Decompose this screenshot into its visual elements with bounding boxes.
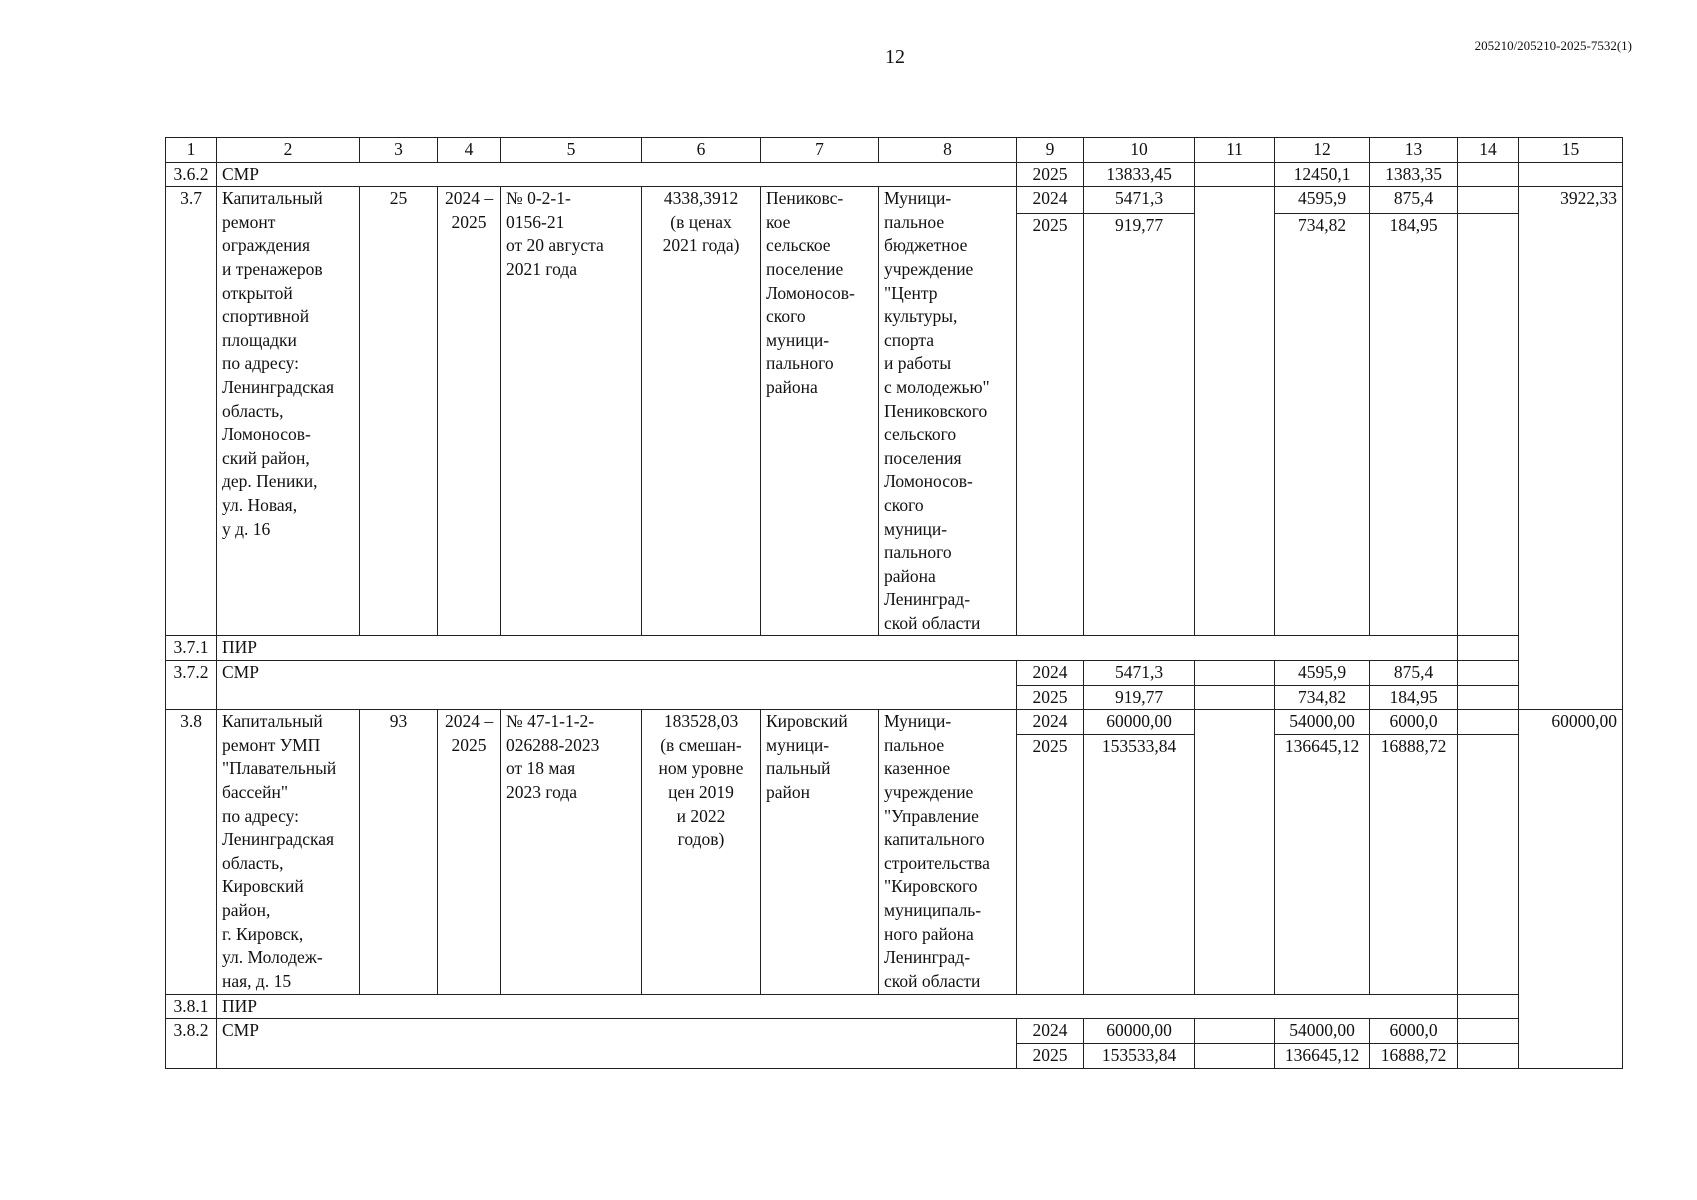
object-name: Капитальный ремонт ограждения и тренажеров открытой спортивной площадки по адресу: Ленинградская область, Ломоносов- ский район, дер. Пеники, ул. Новая, у д. 16 [217, 187, 360, 636]
local-budget-cell: 184,95 [1370, 214, 1458, 636]
row-label: ПИР [217, 994, 1458, 1019]
header-cell: 9 [1017, 138, 1084, 163]
row-number: 3.6.2 [166, 162, 217, 187]
header-cell: 1 [166, 138, 217, 163]
header-cell: 15 [1519, 138, 1623, 163]
object-name: Капитальный ремонт УМП "Плавательный бассейн" по адресу: Ленинградская область, Кировский район, г. Кировск, ул. Молодеж- ная, д. 15 [217, 710, 360, 995]
row-label: СМР [217, 661, 1017, 710]
header-cell: 13 [1370, 138, 1458, 163]
table-row [166, 710, 1623, 735]
regional-budget-cell: 136645,12 [1275, 734, 1370, 994]
investment-table [165, 137, 1623, 1069]
empty-cell [1195, 685, 1275, 710]
table-row [166, 187, 1623, 214]
header-cell: 12 [1275, 138, 1370, 163]
municipality-cell: Пениковс- кое сельское поселение Ломоносов- ского муници- пального района [761, 187, 879, 636]
table-row [166, 1019, 1623, 1044]
year-cell: 2024 [1017, 661, 1084, 686]
header-cell: 7 [761, 138, 879, 163]
remainder-cell: 3922,33 [1519, 187, 1623, 710]
empty-cell [1458, 214, 1519, 636]
regional-budget-cell: 54000,00 [1275, 710, 1370, 735]
local-budget-cell: 184,95 [1370, 685, 1458, 710]
header-cell: 8 [879, 138, 1017, 163]
total-cell: 5471,3 [1084, 187, 1195, 214]
period-cell: 2024 – 2025 [438, 710, 501, 995]
remainder-cell: 60000,00 [1519, 710, 1623, 1068]
header-row [166, 138, 1623, 163]
local-budget-cell: 1383,35 [1370, 162, 1458, 187]
local-budget-cell: 6000,0 [1370, 1019, 1458, 1044]
row-number: 3.7 [166, 187, 217, 636]
period-cell: 2024 – 2025 [438, 187, 501, 636]
empty-cell [1458, 994, 1519, 1019]
row-label: СМР [217, 162, 1017, 187]
row-number: 3.8.1 [166, 994, 217, 1019]
total-cell: 5471,3 [1084, 661, 1195, 686]
regional-budget-cell: 734,82 [1275, 214, 1370, 636]
empty-cell [1458, 734, 1519, 994]
local-budget-cell: 875,4 [1370, 661, 1458, 686]
regional-budget-cell: 136645,12 [1275, 1044, 1370, 1069]
year-cell: 2024 [1017, 187, 1084, 214]
customer-cell: Муници- пальное бюджетное учреждение "Центр культуры, спорта и работы с молодежью" Пениковского сельского поселения Ломоносов- ского муници- пального района Ленинград- ской области [879, 187, 1017, 636]
empty-cell [1458, 1019, 1519, 1044]
table-row [166, 636, 1623, 661]
empty-cell [1519, 162, 1623, 187]
header-cell: 4 [438, 138, 501, 163]
regional-budget-cell: 12450,1 [1275, 162, 1370, 187]
year-cell: 2025 [1017, 162, 1084, 187]
row-number: 3.8.2 [166, 1019, 217, 1068]
empty-cell [1458, 710, 1519, 735]
expertise-cell: № 47-1-1-2- 026288-2023 от 18 мая 2023 года [501, 710, 642, 995]
row-number: 3.7.2 [166, 661, 217, 710]
total-cell: 919,77 [1084, 214, 1195, 636]
total-cell: 60000,00 [1084, 710, 1195, 735]
regional-budget-cell: 734,82 [1275, 685, 1370, 710]
estimate-cell: 4338,3912 (в ценах 2021 года) [642, 187, 761, 636]
row-label: СМР [217, 1019, 1017, 1068]
header-cell: 6 [642, 138, 761, 163]
header-cell: 5 [501, 138, 642, 163]
table-row [166, 661, 1623, 686]
local-budget-cell: 875,4 [1370, 187, 1458, 214]
year-cell: 2025 [1017, 214, 1084, 636]
page-number: 12 [885, 46, 905, 68]
empty-cell [1195, 1044, 1275, 1069]
year-cell: 2024 [1017, 710, 1084, 735]
row-number: 3.7.1 [166, 636, 217, 661]
empty-cell [1195, 661, 1275, 686]
regional-budget-cell: 4595,9 [1275, 187, 1370, 214]
total-cell: 153533,84 [1084, 734, 1195, 994]
total-cell: 919,77 [1084, 685, 1195, 710]
empty-cell [1195, 187, 1275, 636]
total-cell: 60000,00 [1084, 1019, 1195, 1044]
year-cell: 2025 [1017, 685, 1084, 710]
customer-cell: Муници- пальное казенное учреждение "Управление капитального строительства "Кировского муниципаль- ного района Ленинград- ской области [879, 710, 1017, 995]
municipality-cell: Кировский муници- пальный район [761, 710, 879, 995]
regional-budget-cell: 4595,9 [1275, 661, 1370, 686]
local-budget-cell: 16888,72 [1370, 734, 1458, 994]
row-label: ПИР [217, 636, 1458, 661]
table-row [166, 162, 1623, 187]
year-cell: 2025 [1017, 734, 1084, 994]
empty-cell [1458, 1044, 1519, 1069]
document-id: 205210/205210-2025-7532(1) [1474, 38, 1632, 53]
header-cell: 14 [1458, 138, 1519, 163]
capacity-cell: 93 [360, 710, 438, 995]
table-row [166, 994, 1623, 1019]
empty-cell [1458, 685, 1519, 710]
empty-cell [1195, 1019, 1275, 1044]
year-cell: 2025 [1017, 1044, 1084, 1069]
empty-cell [1458, 661, 1519, 686]
regional-budget-cell: 54000,00 [1275, 1019, 1370, 1044]
total-cell: 13833,45 [1084, 162, 1195, 187]
empty-cell [1458, 162, 1519, 187]
expertise-cell: № 0-2-1- 0156-21 от 20 августа 2021 года [501, 187, 642, 636]
year-cell: 2024 [1017, 1019, 1084, 1044]
empty-cell [1195, 162, 1275, 187]
local-budget-cell: 16888,72 [1370, 1044, 1458, 1069]
empty-cell [1458, 636, 1519, 661]
row-number: 3.8 [166, 710, 217, 995]
header-cell: 11 [1195, 138, 1275, 163]
local-budget-cell: 6000,0 [1370, 710, 1458, 735]
empty-cell [1195, 710, 1275, 995]
header-cell: 3 [360, 138, 438, 163]
empty-cell [1458, 187, 1519, 214]
header-cell: 10 [1084, 138, 1195, 163]
header-cell: 2 [217, 138, 360, 163]
total-cell: 153533,84 [1084, 1044, 1195, 1069]
estimate-cell: 183528,03 (в смешан- ном уровне цен 2019 и 2022 годов) [642, 710, 761, 995]
capacity-cell: 25 [360, 187, 438, 636]
